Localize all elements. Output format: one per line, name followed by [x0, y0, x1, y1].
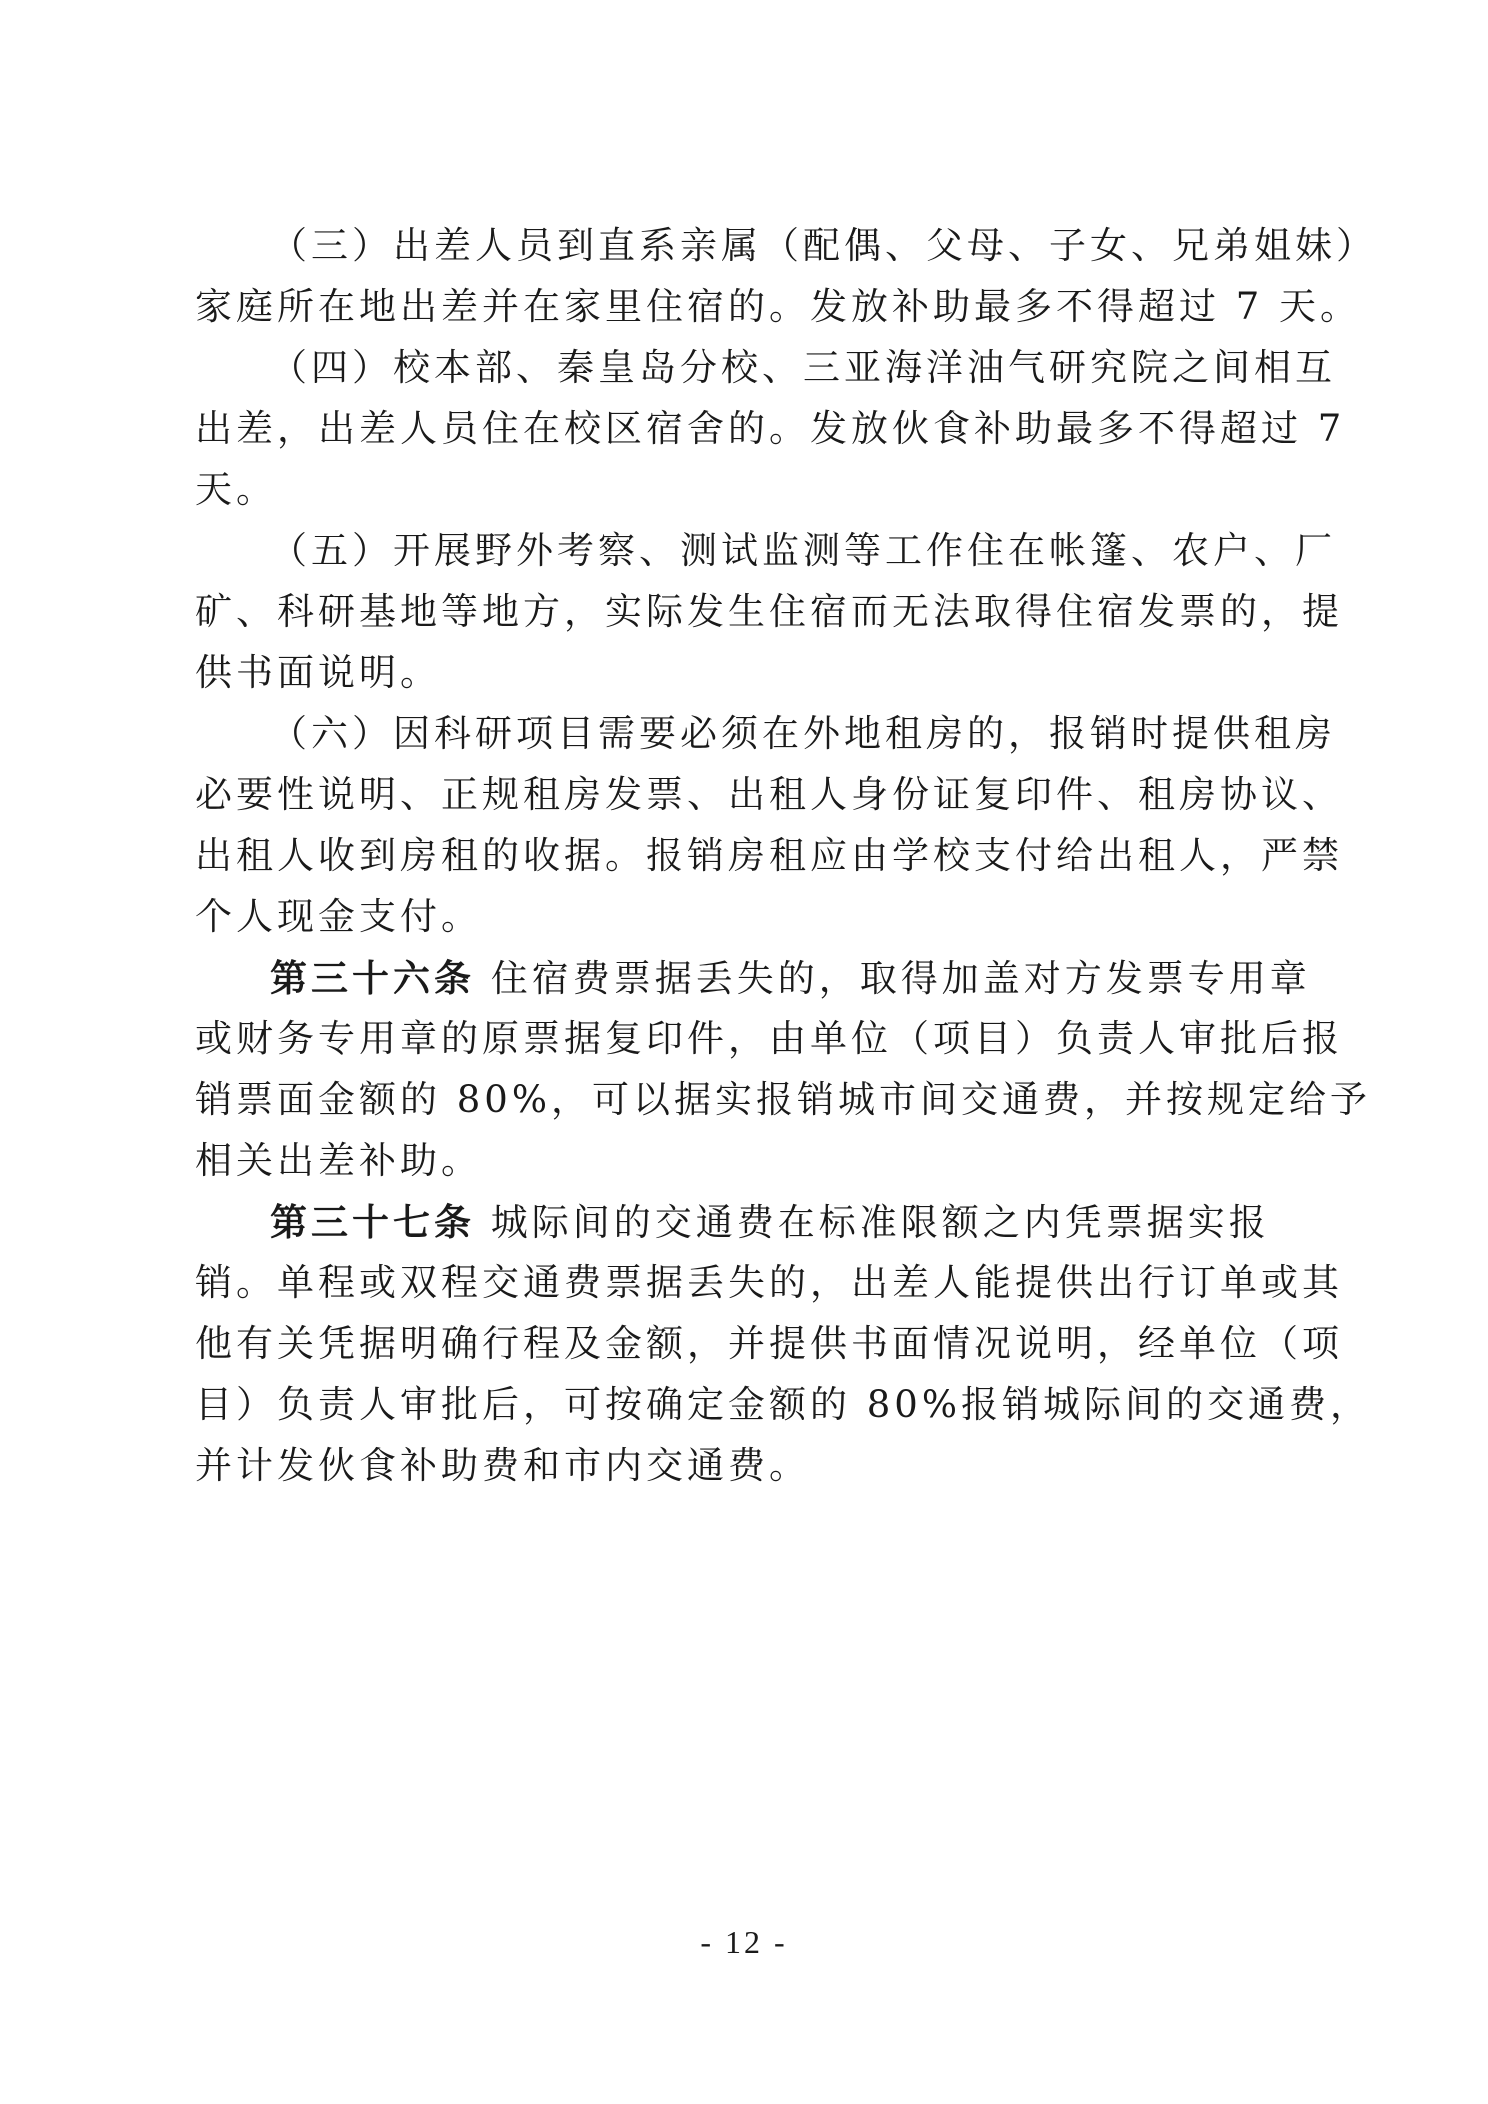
- paragraph-4-line-1: （四）校本部、秦皇岛分校、三亚海洋油气研究院之间相互: [270, 346, 1336, 389]
- paragraph-5-line-2: 矿、科研基地等地方，实际发生住宿而无法取得住宿发票的，提: [195, 590, 1343, 633]
- article-36-line-4: 相关出差补助。: [195, 1139, 482, 1182]
- paragraph-5-line-1: （五）开展野外考察、测试监测等工作住在帐篷、农户、厂: [270, 529, 1336, 572]
- paragraph-6-line-3: 出租人收到房租的收据。报销房租应由学校支付给出租人，严禁: [195, 834, 1343, 877]
- article-36-heading: 第三十六条: [270, 956, 475, 1000]
- article-37-text: 城际间的交通费在标准限额之内凭票据实报: [490, 1201, 1270, 1244]
- paragraph-6-line-1: （六）因科研项目需要必须在外地租房的，报销时提供租房: [270, 712, 1336, 755]
- article-37-line-2: 销。单程或双程交通费票据丢失的，出差人能提供出行订单或其: [195, 1261, 1343, 1304]
- article-37-line-5: 并计发伙食补助费和市内交通费。: [195, 1444, 810, 1487]
- article-36-line-2: 或财务专用章的原票据复印件，由单位（项目）负责人审批后报: [195, 1017, 1343, 1060]
- paragraph-4-line-2: 出差，出差人员住在校区宿舍的。发放伙食补助最多不得超过 7: [195, 407, 1346, 450]
- article-37-line-4: 目）负责人审批后，可按确定金额的 80%报销城际间的交通费，: [195, 1383, 1371, 1426]
- page-number: - 12 -: [700, 1924, 788, 1960]
- article-37-line-1: [270, 1197, 1360, 1248]
- article-36-line-3: 销票面金额的 80%，可以据实报销城市间交通费，并按规定给予: [195, 1078, 1371, 1121]
- paragraph-4-line-3: 天。: [195, 468, 277, 511]
- paragraph-3-line-1: （三）出差人员到直系亲属（配偶、父母、子女、兄弟姐妹）: [270, 224, 1377, 267]
- article-36-line-1: [270, 953, 1360, 1004]
- article-36-text: 住宿费票据丢失的，取得加盖对方发票专用章: [490, 957, 1311, 1000]
- paragraph-3-line-2: 家庭所在地出差并在家里住宿的。发放补助最多不得超过 7 天。: [195, 285, 1362, 328]
- paragraph-6-line-4: 个人现金支付。: [195, 895, 482, 938]
- paragraph-6-line-2: 必要性说明、正规租房发票、出租人身份证复印件、租房协议、: [195, 773, 1343, 816]
- article-37-line-3: 他有关凭据明确行程及金额，并提供书面情况说明，经单位（项: [195, 1322, 1343, 1365]
- paragraph-5-line-3: 供书面说明。: [195, 651, 441, 694]
- article-37-heading: 第三十七条: [270, 1200, 475, 1244]
